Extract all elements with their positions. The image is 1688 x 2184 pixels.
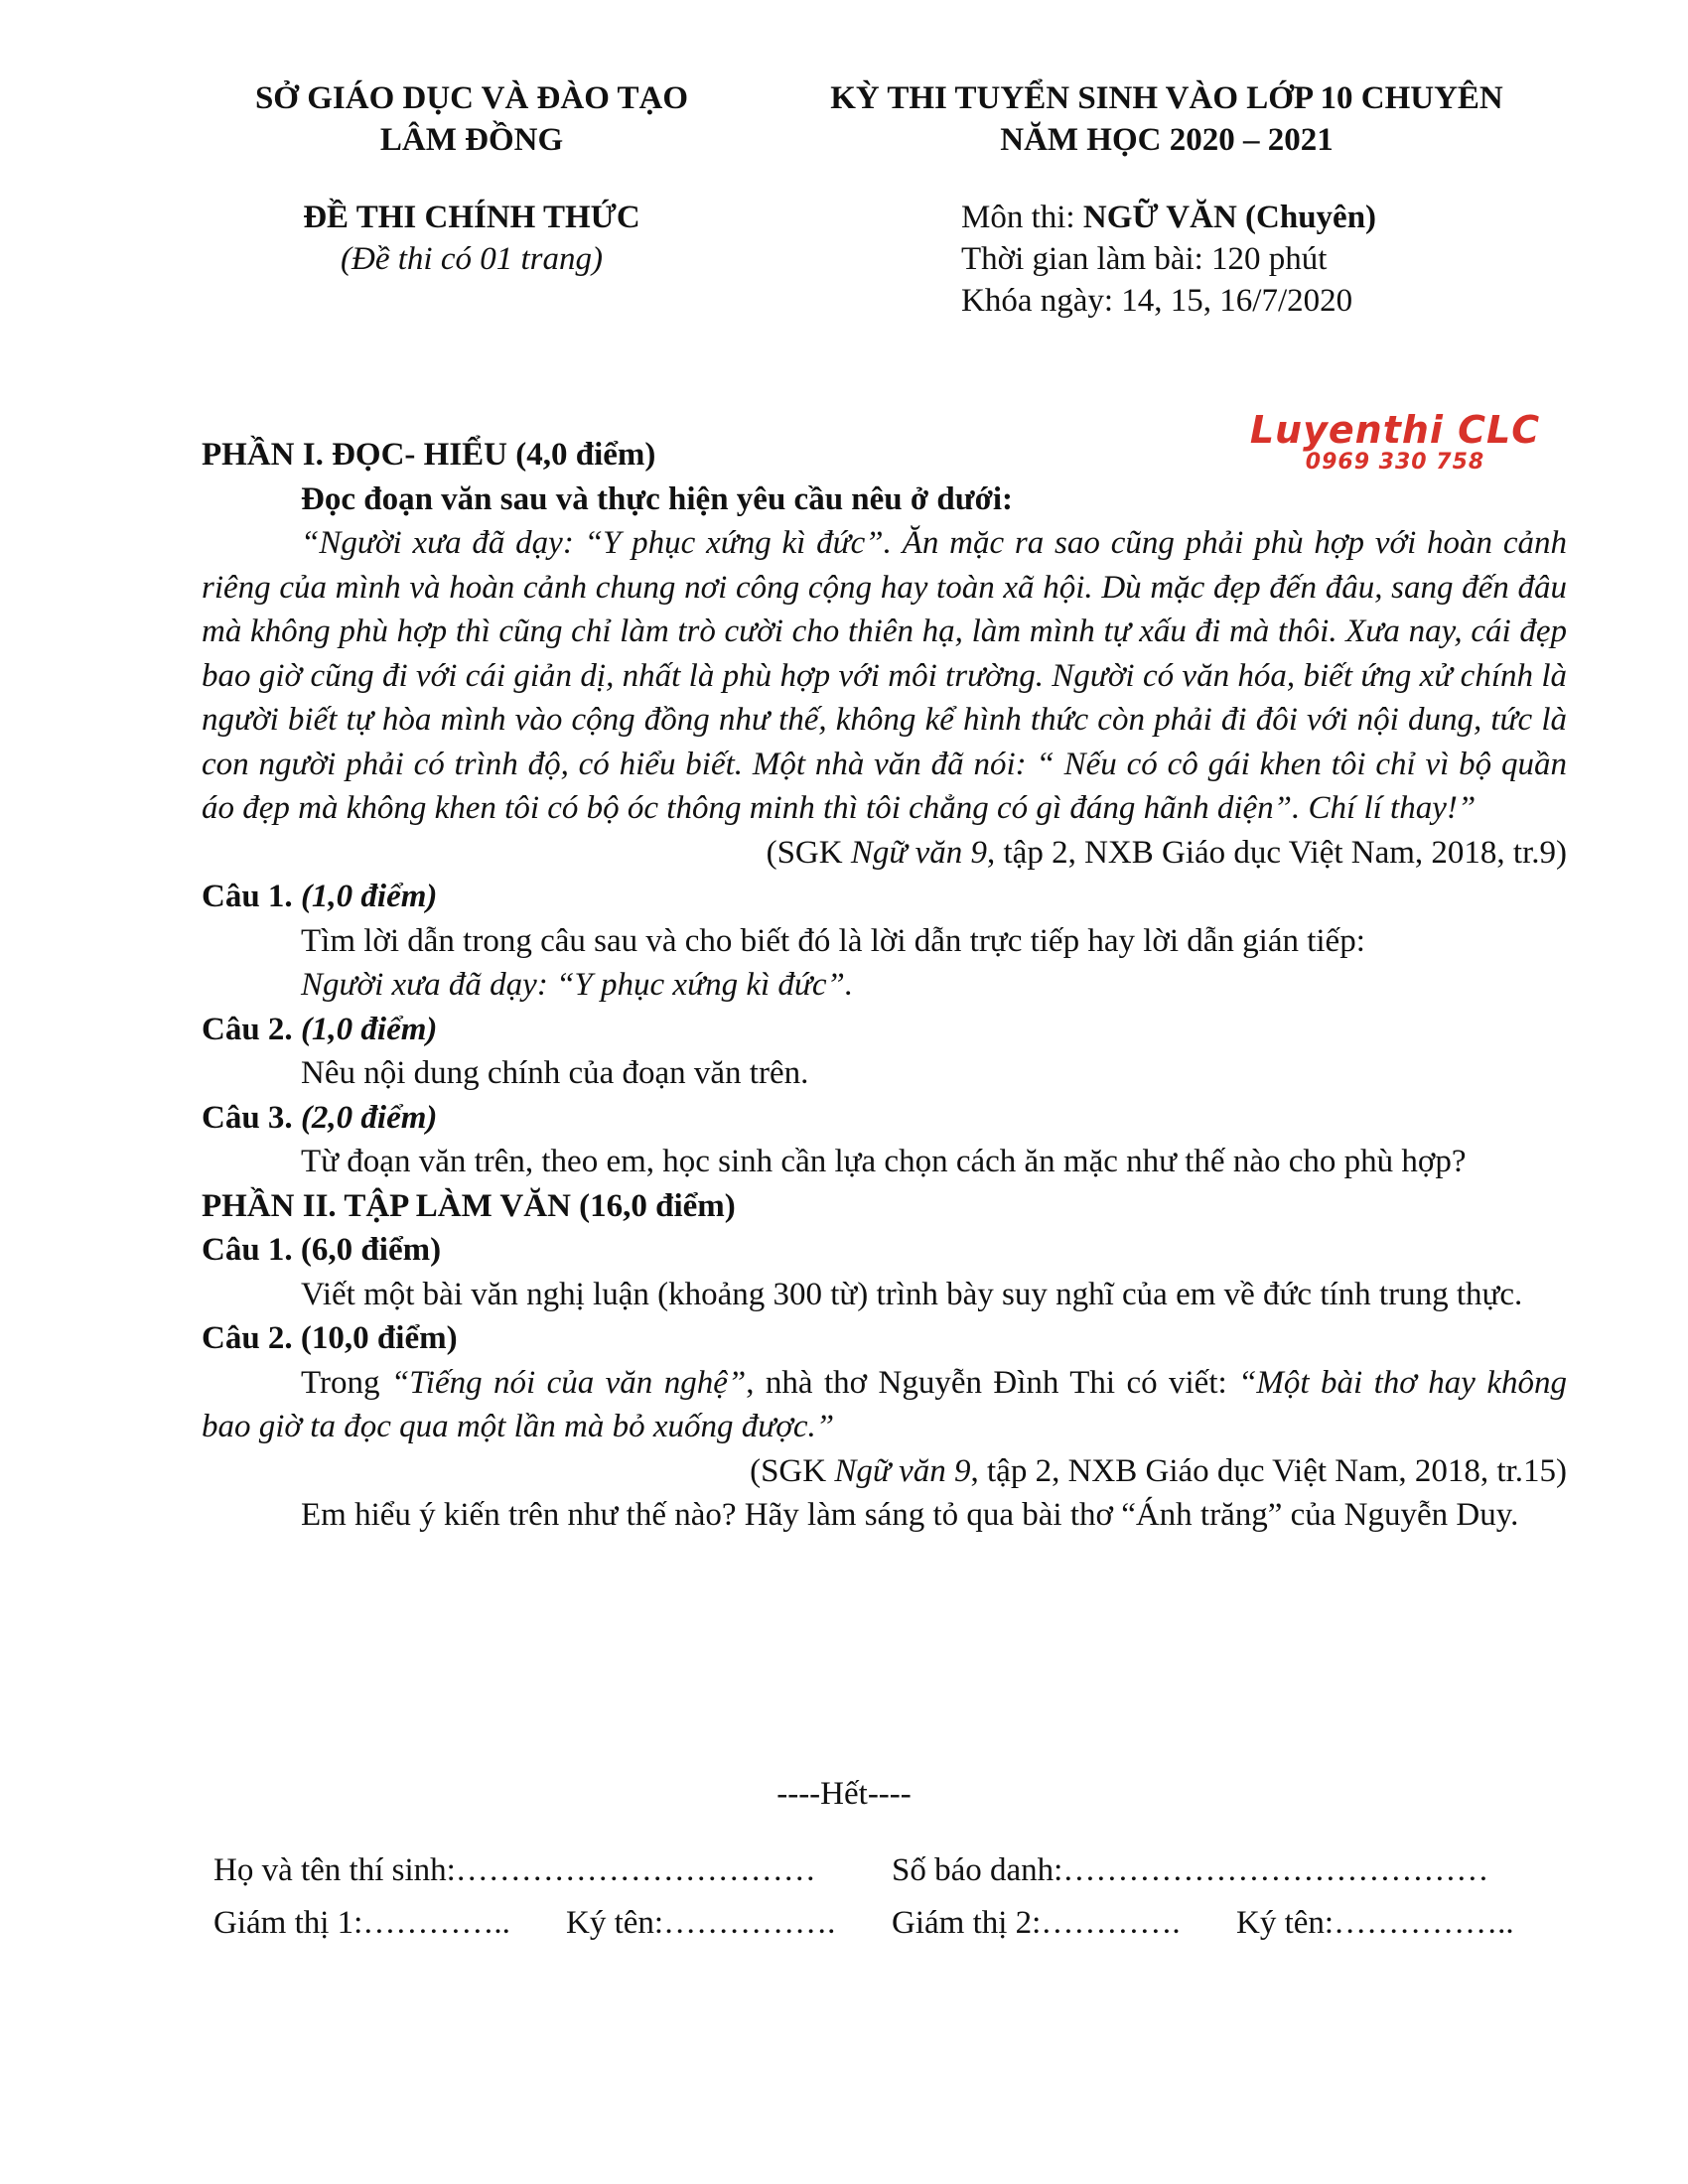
q1-label: Câu 1. [202,879,301,914]
school-year: NĂM HỌC 2020 – 2021 [1000,122,1334,158]
official-title: ĐỀ THI CHÍNH THỨC [303,200,640,235]
proctor1-field: Giám thị 1:………….. [213,1905,510,1941]
source-prefix: (SGK [766,834,851,871]
p1-question1-heading [202,875,1567,919]
candidate-id-field: Số báo danh:………………………………… [892,1852,1489,1888]
q1-points: (1,0 điểm) [300,879,438,914]
p1-question3-heading [202,1096,1567,1141]
p2-question2-task: Em hiểu ý kiến trên như thế nào? Hãy làm sáng tỏ qua bài thơ “Ánh trăng” của Nguyễn Duy. [301,1497,1519,1533]
source2-suffix: , tập 2, NXB Giáo dục Việt Nam, 2018, tr.15) [970,1452,1567,1489]
q2-prefix: Trong [301,1364,391,1401]
part1-instruction: Đọc đoạn văn sau và thực hiện yêu cầu nêu ở dưới: [301,480,1014,517]
p2-question1-text: Viết một bài văn nghị luận (khoảng 300 từ) trình bày suy nghĩ của em về đức tính trung thực. [301,1276,1523,1312]
subject-value: NGỮ VĂN (Chuyên) [1082,200,1377,235]
source2-book: Ngữ văn 9 [834,1452,971,1489]
p2-question2-source [202,1449,1567,1494]
end-marker: ----Hết---- [776,1776,912,1812]
p1-question3-text: Từ đoạn văn trên, theo em, học sinh cần lựa chọn cách ăn mặc như thế nào cho phù hợp? [301,1144,1467,1179]
province-name: LÂM ĐỒNG [379,122,564,158]
p1-question1-quote: Người xưa đã dạy: “Y phục xứng kì đức”. [301,967,854,1003]
exam-body [202,433,1567,1538]
p1-question1-text: Tìm lời dẫn trong câu sau và cho biết đó là lời dẫn trực tiếp hay lời dẫn gián tiếp: [301,922,1365,959]
part2-title: PHẦN II. TẬP LÀM VĂN (16,0 điểm) [202,1187,736,1224]
exam-info [961,197,1376,322]
proctor2-signature: Ký tên:…………….. [1236,1905,1514,1941]
subject-label: Môn thi: [961,200,1083,235]
watermark-brand: Luyenthi CLC [1249,408,1541,452]
q2-middle: , nhà thơ Nguyễn Đình Thi có viết: [746,1364,1239,1401]
p2-question2-heading: Câu 2. (10,0 điểm) [202,1320,458,1356]
date-line: Khóa ngày: 14, 15, 16/7/2020 [961,283,1353,319]
source-suffix: , tập 2, NXB Giáo dục Việt Nam, 2018, tr.9) [987,834,1567,871]
q2-quote: “Một bài thơ hay không bao giờ ta đọc qua một lần mà bỏ xuống được.” [202,1364,1567,1444]
source2-prefix: (SGK [750,1452,835,1489]
source-book: Ngữ văn 9 [850,834,987,871]
proctor2-field: Giám thị 2:…………. [892,1905,1181,1941]
exam-name: KỲ THI TUYỂN SINH VÀO LỚP 10 CHUYÊN [830,80,1503,116]
time-line: Thời gian làm bài: 120 phút [961,241,1328,277]
q2-work-title: “Tiếng nói của văn nghệ” [390,1364,747,1401]
page-count-note: (Đề thi có 01 trang) [341,241,603,277]
candidate-name-field: Họ và tên thí sinh:…………………………… [213,1852,816,1888]
p2-question2-prompt [202,1361,1567,1449]
department-header [194,77,750,161]
q2-label: Câu 2. [202,1011,301,1047]
passage-source [202,831,1567,876]
watermark-phone: 0969 330 758 [1305,450,1485,475]
part1-title: PHẦN I. ĐỌC- HIỂU (4,0 điểm) [202,437,656,473]
subject-line [961,197,1376,238]
p2-question1-heading: Câu 1. (6,0 điểm) [202,1232,442,1268]
reading-passage: “Người xưa đã dạy: “Y phục xứng kì đức”. Ăn mặc ra sao cũng phải phù hợp với hoàn cảnh riêng của mình và hoàn cảnh chung nơi công cộng hay toàn xã hội. Dù mặc đẹp đến đâu, sang đến đâu mà không phù hợp thì cũng chỉ làm trò cười cho thiên hạ, làm mình tự xấu đi mà thôi. Xưa nay, cái đẹp bao giờ cũng đi với cái giản dị, nhất là phù hợp với môi trường. Người có văn hóa, biết ứng xử chính là người biết tự hòa mình vào cộng đồng như thế, không kể hình thức còn phải đi đôi với nội dung, tức là con người phải có trình độ, có hiểu biết. Một nhà văn đã nói: “ Nếu có cô gái khen tôi chỉ vì bộ quần áo đẹp mà không khen tôi có bộ óc thông minh thì tôi chẳng có gì đáng hãnh diện”. Chí lí thay!” [202,525,1567,826]
proctor1-signature: Ký tên:……………. [566,1905,836,1941]
q3-label: Câu 3. [202,1099,301,1136]
exam-header [770,77,1564,161]
p1-question2-text: Nêu nội dung chính của đoạn văn trên. [301,1055,809,1091]
department-name: SỞ GIÁO DỤC VÀ ĐÀO TẠO [254,80,689,116]
q3-points: (2,0 điểm) [300,1099,438,1136]
p1-question2-heading [202,1008,1567,1052]
official-block [194,197,750,280]
q2-points: (1,0 điểm) [300,1011,438,1047]
